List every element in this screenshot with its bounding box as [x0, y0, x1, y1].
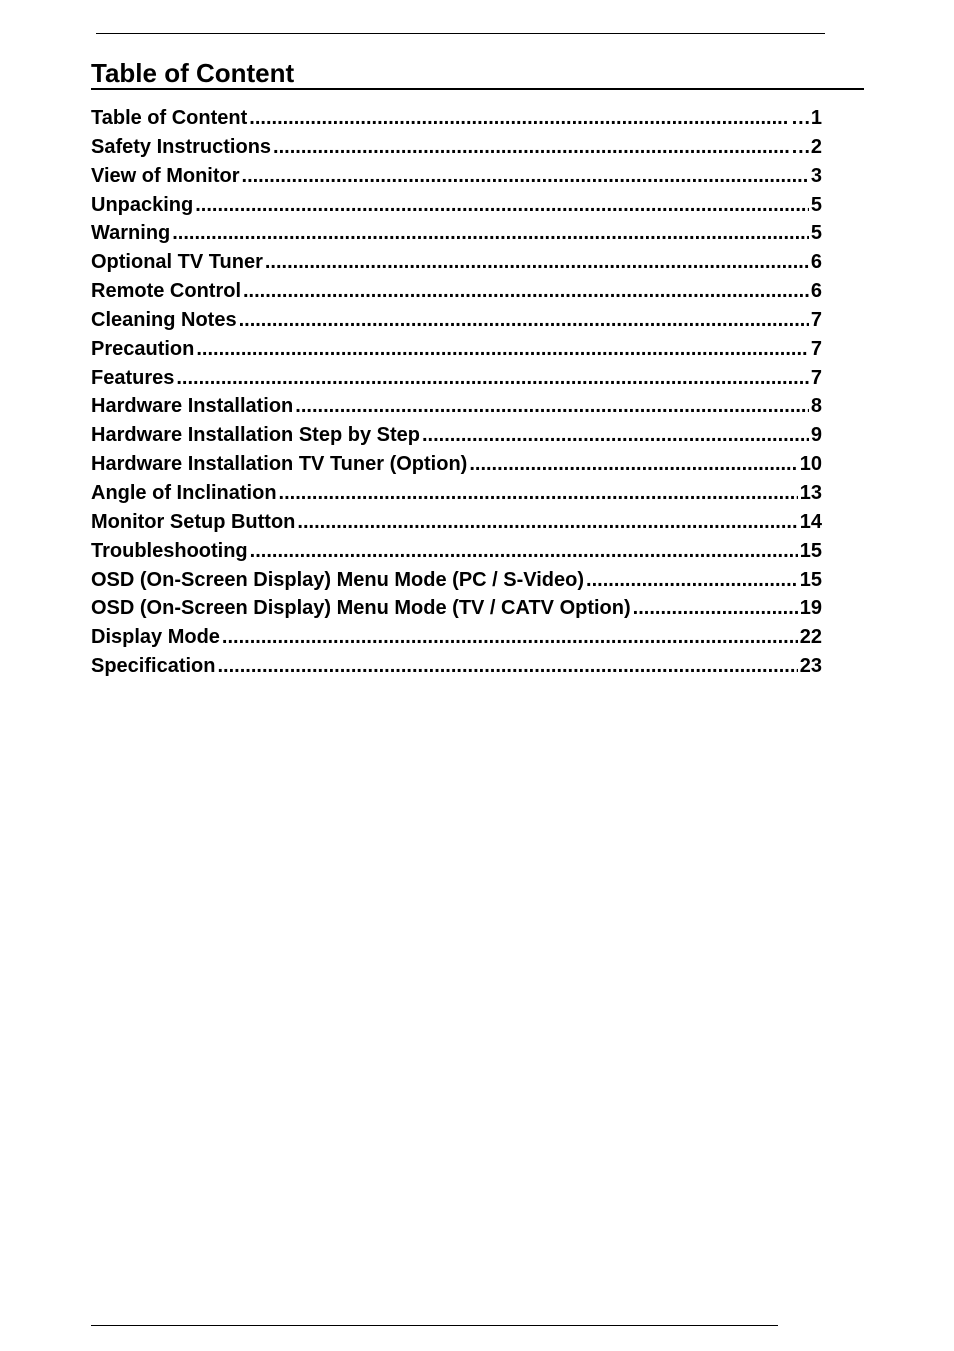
toc-entry[interactable]	[91, 248, 822, 277]
toc-dot-leader	[586, 566, 798, 594]
toc-entry-title: Troubleshooting	[91, 539, 248, 562]
toc-entry-title: Display Mode	[91, 626, 220, 649]
toc-entry-title: Features	[91, 366, 175, 389]
toc-entry-page: 7	[810, 337, 822, 360]
toc-entry-title: Specification	[91, 655, 216, 678]
toc-entry[interactable]	[91, 623, 822, 652]
toc-entry-page: 10	[799, 453, 822, 476]
header-rule	[96, 33, 825, 34]
toc-entry-page: 22	[799, 626, 822, 649]
toc-entry[interactable]	[91, 104, 822, 133]
toc-dot-leader	[242, 162, 809, 190]
toc-entry[interactable]	[91, 479, 822, 508]
toc-entry-page: 6	[810, 251, 822, 274]
toc-entry-page: 7	[810, 366, 822, 389]
toc-dot-leader	[469, 450, 797, 478]
toc-entry-page: 9	[810, 424, 822, 447]
toc-entry[interactable]	[91, 306, 822, 335]
toc-entry-page: 6	[810, 280, 822, 303]
toc-entry[interactable]	[91, 508, 822, 537]
toc-entry[interactable]	[91, 652, 822, 681]
toc-entry[interactable]	[91, 335, 822, 364]
toc-dot-leader	[250, 537, 798, 565]
toc-entry[interactable]	[91, 421, 822, 450]
toc-dot-leader	[176, 364, 809, 392]
page-title: Table of Content	[91, 56, 864, 90]
toc-entry-page: 15	[799, 539, 822, 562]
toc-dot-leader	[273, 133, 789, 161]
toc-entry[interactable]	[91, 219, 822, 248]
toc-entry-title: Optional TV Tuner	[91, 251, 263, 274]
toc-entry-title: Angle of Inclination	[91, 481, 277, 504]
toc-dot-leader	[196, 335, 809, 363]
toc-entry-title: Warning	[91, 222, 171, 245]
toc-dot-leader	[279, 479, 798, 507]
toc-entry-page: 5	[810, 222, 822, 245]
toc-entry-title: Unpacking	[91, 193, 194, 216]
toc-dot-leader	[297, 508, 797, 536]
toc-entry-title: Cleaning Notes	[91, 308, 237, 331]
toc-entry-title: Table of Content	[91, 107, 248, 129]
toc-entry-title: Remote Control	[91, 280, 241, 303]
footer-rule	[91, 1325, 778, 1326]
toc-dot-leader	[172, 219, 809, 247]
toc-entry-title: Hardware Installation Step by Step	[91, 424, 420, 447]
toc-entry-title: Hardware Installation TV Tuner (Option)	[91, 453, 468, 476]
toc-entry-title: Safety Instructions	[91, 135, 272, 158]
toc-entry[interactable]	[91, 392, 822, 421]
toc-entry-page: 19	[799, 597, 822, 620]
toc-entry-page: 14	[799, 510, 822, 533]
toc-dot-leader	[249, 104, 789, 132]
toc-entry-page: 7	[810, 308, 822, 331]
toc-entry[interactable]	[91, 566, 822, 595]
toc-dot-leader	[195, 191, 809, 219]
toc-entry-page: 5	[810, 193, 822, 216]
toc-entry[interactable]	[91, 277, 822, 306]
toc-entry-page: …1	[790, 107, 822, 129]
toc-dot-leader	[422, 421, 809, 449]
toc-dot-leader	[217, 652, 797, 680]
toc-entry-title: Monitor Setup Button	[91, 510, 296, 533]
toc-entry-page: …2	[790, 135, 822, 158]
toc-entry-title: Precaution	[91, 337, 195, 360]
toc-entry[interactable]	[91, 537, 822, 566]
toc-dot-leader	[239, 306, 809, 334]
toc-entry-title: View of Monitor	[91, 164, 240, 187]
toc-dot-leader	[222, 623, 798, 651]
toc-dot-leader	[243, 277, 809, 305]
toc-entry-page: 15	[799, 568, 822, 591]
toc-entry[interactable]	[91, 133, 822, 162]
toc-entry-page: 3	[810, 164, 822, 187]
toc-entry[interactable]	[91, 364, 822, 393]
toc-entry[interactable]	[91, 162, 822, 191]
toc-dot-leader	[633, 594, 798, 622]
toc-entry[interactable]	[91, 594, 822, 623]
toc-entry-title: OSD (On-Screen Display) Menu Mode (TV / CATV Option)	[91, 597, 631, 620]
toc-entry-title: OSD (On-Screen Display) Menu Mode (PC / S-Video)	[91, 568, 585, 591]
toc-entry-page: 23	[799, 655, 822, 678]
toc-entry-page: 13	[799, 481, 822, 504]
toc-entry-title: Hardware Installation	[91, 395, 294, 418]
toc-entry[interactable]	[91, 191, 822, 220]
toc-entry-page: 8	[810, 395, 822, 418]
toc-dot-leader	[265, 248, 809, 276]
table-of-contents	[91, 104, 822, 681]
toc-entry[interactable]	[91, 450, 822, 479]
toc-dot-leader	[295, 392, 809, 420]
